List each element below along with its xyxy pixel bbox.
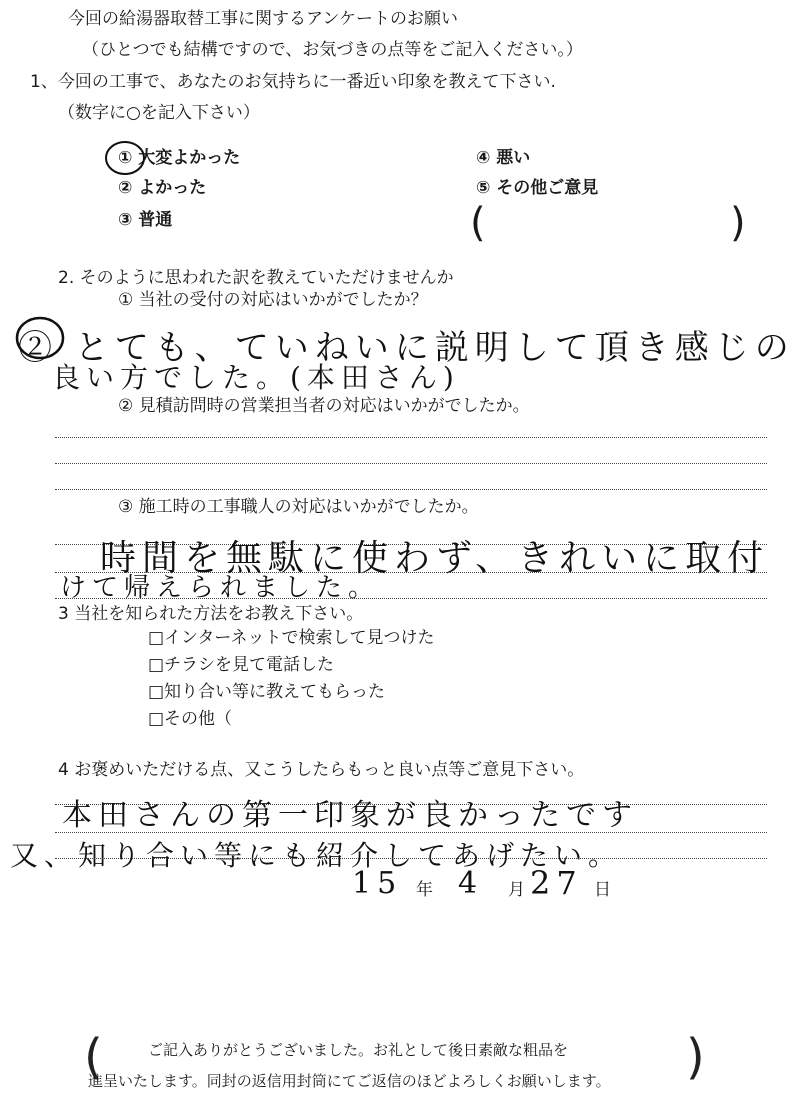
q2-sub2-line-2 xyxy=(55,463,767,464)
q3-option-acquaintance[interactable]: □知り合い等に教えてもらった xyxy=(148,682,386,702)
q3-option-internet[interactable]: □インターネットで検索して見つけた xyxy=(148,628,435,648)
q1-other-paren-close: ) xyxy=(730,200,746,246)
q1-option-2[interactable]: ② よかった xyxy=(118,178,207,198)
q2-sub2: ② 見積訪問時の営業担当者の対応はいかがでしたか。 xyxy=(118,396,530,416)
q4-line-2 xyxy=(55,832,767,833)
footer-line-1: ご記入ありがとうございました。お礼として後日素敵な粗品を xyxy=(148,1041,569,1059)
date-year-label: 年 xyxy=(416,880,433,900)
survey-subtitle: （ひとつでも結構ですので、お気づきの点等をご記入ください。） xyxy=(82,40,583,60)
q2-question: 2. そのように思われた訳を教えていただけませんか xyxy=(58,268,454,288)
q2-sub3: ③ 施工時の工事職人の対応はいかがでしたか。 xyxy=(118,497,479,517)
q4-answer-line1: 本田さんの第一印象が良かったです xyxy=(62,798,638,833)
q1-question: 1、今回の工事で、あなたのお気持ちに一番近い印象を教えて下さい. xyxy=(30,72,556,92)
date-day-label: 日 xyxy=(594,880,611,900)
q2-sub2-line-1 xyxy=(55,437,767,438)
q3-option-other[interactable]: □その他（ xyxy=(148,709,233,729)
survey-title: 今回の給湯器取替工事に関するアンケートのお願い xyxy=(68,9,458,29)
date-month-label: 月 xyxy=(508,880,525,900)
footer-line-2: 進呈いたします。同封の返信用封筒にてご返信のほどよろしくお願いします。 xyxy=(88,1072,611,1090)
footer-bracket-right: ) xyxy=(686,1029,705,1085)
q4-line-3 xyxy=(55,858,767,859)
q2-answer1-circle-mark xyxy=(14,314,66,362)
q1-option-4[interactable]: ④ 悪い xyxy=(476,148,531,168)
q1-instruction: （数字に○を記入下さい） xyxy=(58,103,260,123)
q2-answer3-line1: 時間を無駄に使わず、きれいに取付 xyxy=(100,538,770,579)
date-year-value: 15 xyxy=(352,866,403,901)
q2-answer1-line2: 良い方でした。(本田さん) xyxy=(52,361,460,394)
footer-bracket-left: ( xyxy=(84,1029,103,1085)
q4-answer-line2: 又、知り合い等にも紹介してあげたい。 xyxy=(10,839,623,872)
q3-question: 3 当社を知られた方法をお教え下さい。 xyxy=(58,604,364,624)
q1-option-5[interactable]: ⑤ その他ご意見 xyxy=(476,178,599,198)
q1-other-paren-open: ( xyxy=(470,200,486,246)
date-day-value: 27 xyxy=(530,864,583,902)
q2-sub3-line-3 xyxy=(55,598,767,599)
date-month-value: 4 xyxy=(458,866,484,901)
q1-option-1[interactable]: ① 大変よかった xyxy=(118,148,241,168)
q1-option-1-circle-mark xyxy=(103,139,147,177)
q1-option-3[interactable]: ③ 普通 xyxy=(118,210,173,230)
q2-sub1: ① 当社の受付の対応はいかがでしたか？ xyxy=(118,290,428,310)
q3-option-flyer[interactable]: □チラシを見て電話した xyxy=(148,655,335,675)
q2-sub2-line-3 xyxy=(55,489,767,490)
q2-answer3-line2: けて帰えられました。 xyxy=(60,573,381,603)
q2-answer1-line1: ② とても、ていねいに説明して頂き感じの xyxy=(18,328,795,368)
q4-question: 4 お褒めいただける点、又こうしたらもっと良い点等ご意見下さい。 xyxy=(58,760,585,780)
